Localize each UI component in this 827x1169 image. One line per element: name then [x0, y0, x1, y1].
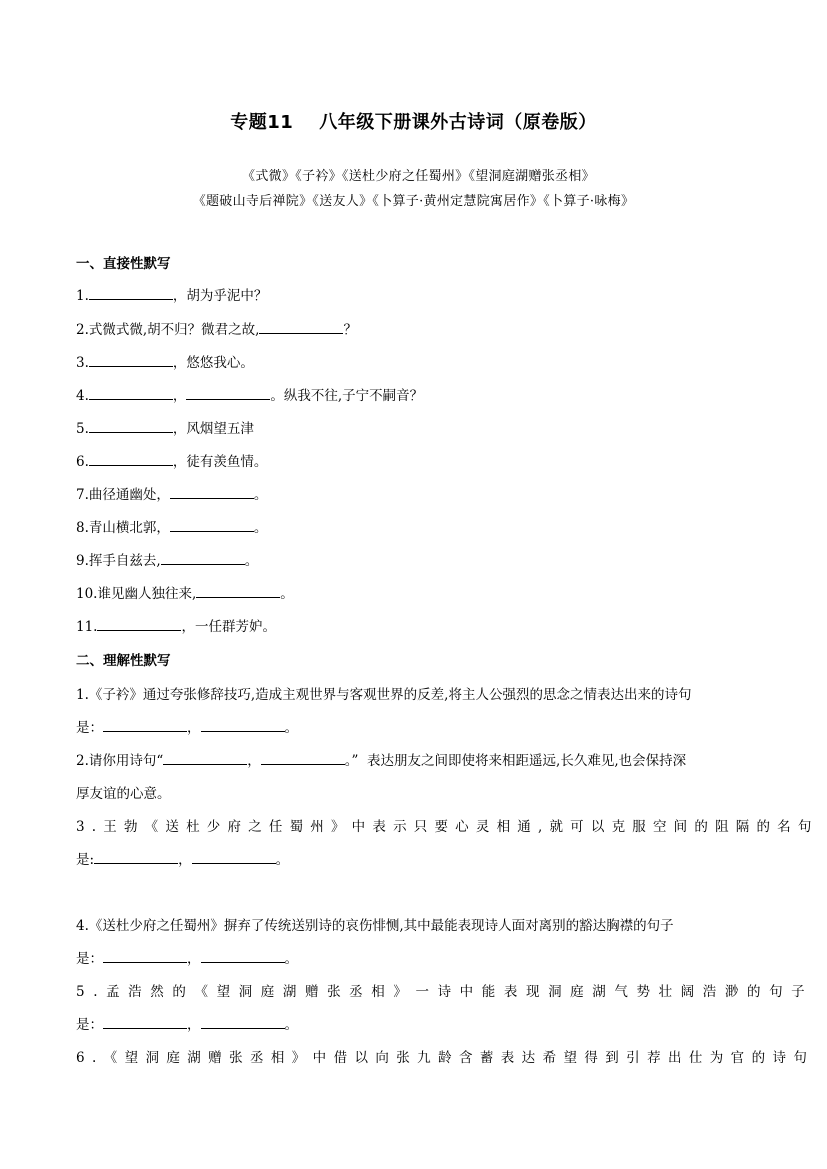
answer-blank[interactable] — [186, 385, 270, 400]
question-1-line-1: 1.《子衿》通过夸张修辞技巧,造成主观世界与客观世界的反差,将主人公强烈的思念之情表达出来的诗句 — [76, 687, 692, 703]
list-item: 9.挥手自兹去, 。 — [76, 549, 258, 569]
question-3-line-1: 3.王勃《送杜少府之任蜀州》中表示只要心灵相通,就可以克服空间的阻隔的名句 — [76, 819, 819, 835]
section-heading-comprehension: 二、理解性默写 — [76, 653, 171, 669]
list-item: 10.谁见幽人独往来, 。 — [76, 582, 294, 602]
answer-blank[interactable] — [201, 1014, 285, 1029]
title-topic: 专题11 — [230, 112, 294, 133]
list-item: 11. ，一任群芳妒。 — [76, 615, 276, 635]
question-4-line-2: 是： ， 。 — [76, 947, 298, 967]
list-item: 1. ，胡为乎泥中？ — [76, 284, 267, 304]
list-item: 2.式微式微,胡不归？微君之故, ？ — [76, 318, 357, 338]
list-item: 7.曲径通幽处， 。 — [76, 483, 267, 503]
question-5-line-1: 5.孟浩然的《望洞庭湖赠张丞相》一诗中能表现洞庭湖气势壮阔浩渺的句子 — [76, 984, 814, 1000]
question-2-line-2: 厚友谊的心意。 — [76, 786, 171, 802]
list-item: 5. ，风烟望五津 — [76, 417, 254, 437]
subtitle-line-2: 《题破山寺后禅院》《送友人》《卜算子·黄州定慧院寓居作》《卜算子·咏梅》 — [192, 194, 635, 209]
answer-blank[interactable] — [163, 750, 247, 765]
answer-blank[interactable] — [89, 451, 173, 466]
question-2-line-1: 2.请你用诗句“ ， 。” 表达朋友之间即使将来相距遥远,长久难见,也会保持深 — [76, 749, 686, 769]
answer-blank[interactable] — [97, 616, 181, 631]
answer-blank[interactable] — [103, 717, 187, 732]
question-3-line-2: 是: ， 。 — [76, 848, 289, 868]
list-item: 4. ， 。纵我不往,子宁不嗣音？ — [76, 384, 423, 404]
answer-blank[interactable] — [161, 550, 245, 565]
answer-blank[interactable] — [103, 1014, 187, 1029]
answer-blank[interactable] — [259, 319, 343, 334]
answer-blank[interactable] — [103, 948, 187, 963]
section-heading-direct: 一、直接性默写 — [76, 256, 171, 272]
answer-blank[interactable] — [89, 352, 173, 367]
list-item: 6. ，徒有羡鱼情。 — [76, 450, 267, 470]
question-6-line-1: 6.《望洞庭湖赠张丞相》中借以向张九龄含蓄表达希望得到引荐出仕为官的诗句 — [76, 1050, 815, 1066]
answer-blank[interactable] — [196, 583, 280, 598]
question-1-line-2: 是： ， 。 — [76, 716, 298, 736]
answer-blank[interactable] — [192, 849, 276, 864]
answer-blank[interactable] — [94, 849, 178, 864]
subtitle-line-1: 《式微》《子衿》《送杜少府之任蜀州》《望洞庭湖赠张丞相》 — [242, 169, 595, 184]
answer-blank[interactable] — [89, 285, 173, 300]
answer-blank[interactable] — [170, 484, 254, 499]
answer-blank[interactable] — [201, 948, 285, 963]
answer-blank[interactable] — [89, 385, 173, 400]
answer-blank[interactable] — [261, 750, 345, 765]
question-5-line-2: 是： ， 。 — [76, 1013, 298, 1033]
list-item: 3. ，悠悠我心。 — [76, 351, 254, 371]
title-main: 八年级下册课外古诗词（原卷版） — [319, 112, 597, 133]
list-item: 8.青山横北郭， 。 — [76, 516, 267, 536]
answer-blank[interactable] — [201, 717, 285, 732]
answer-blank[interactable] — [170, 517, 254, 532]
answer-blank[interactable] — [89, 418, 173, 433]
question-4-line-1: 4.《送杜少府之任蜀州》摒弃了传统送别诗的哀伤悱恻,其中最能表现诗人面对离别的豁达胸襟的句子 — [76, 918, 674, 934]
page-title — [0, 108, 827, 134]
